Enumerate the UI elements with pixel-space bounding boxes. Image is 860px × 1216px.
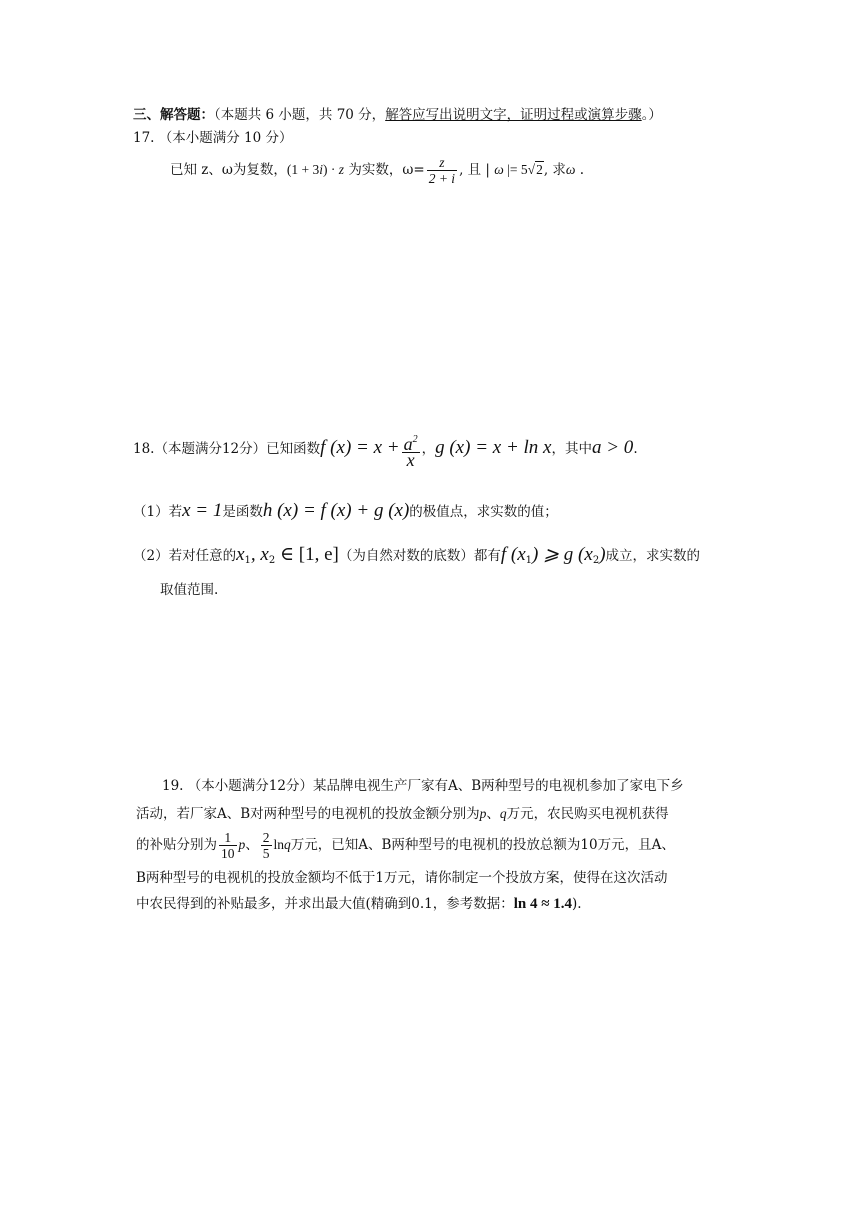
q18-fraction-denominator: x — [406, 449, 415, 470]
q19-l5a: 中农民得到的补贴最多，并求出最大值(精确到0.1，参考数据： — [136, 896, 514, 912]
section-heading-line — [133, 105, 662, 125]
q17-fraction-denominator: 2 + i — [428, 171, 456, 186]
q19-f1-var: p — [238, 837, 246, 852]
q18-p2-mid: （为自然对数的底数）都有 — [338, 548, 501, 564]
q18-p2-x2: , x — [250, 544, 269, 565]
q18-f-definition: f (x) = x + — [320, 437, 400, 458]
q17-header: 17. （本小题满分 10 分） — [133, 130, 293, 146]
q17-fraction-numerator: z — [427, 155, 457, 171]
q19-fraction-1 — [219, 830, 237, 861]
q18-statement — [133, 428, 638, 469]
section-note-underlined: 解答应写出说明文字，证明过程或演算步骤 — [385, 107, 642, 123]
q19-l3a: 的补贴分别为 — [136, 837, 217, 853]
q18-p2-end: 成立，求实数的 — [605, 548, 701, 564]
section-note-post: 。） — [641, 107, 662, 123]
q19-l2-p: p — [479, 806, 487, 821]
q19-f1-num: 1 — [219, 830, 237, 846]
q19-l5-formula: ln 4 ≈ 1.4 — [513, 896, 572, 912]
q18-p2-interval: ∈ [1, e] — [275, 544, 339, 565]
q18-p1-x: x = 1 — [182, 500, 223, 521]
q19-f2-den: 5 — [262, 846, 270, 861]
q19-l2-q: q — [499, 806, 507, 821]
q18-p2-ineq-c: ) — [599, 544, 606, 565]
q19-l2a: 活动，若厂家A、B对两种型号的电视机的投放金额分别为 — [136, 806, 480, 822]
q17-expr-1: (1 + 3 — [286, 162, 320, 177]
q17-fraction — [427, 155, 457, 186]
q19-l3b: 、 — [245, 837, 259, 853]
q18-condition: a > 0 — [591, 437, 634, 458]
q17-expr-z: z — [338, 162, 345, 177]
q17-modulus: |= 5 — [503, 162, 528, 177]
q19-f2-num: 2 — [262, 830, 270, 845]
q19-l3-q: q — [284, 837, 291, 852]
q18-p2-x1: x — [236, 544, 245, 565]
q18-p1-end: 的极值点，求实数的值； — [409, 504, 558, 520]
q17-text-2: 为实数，ω= — [344, 162, 425, 178]
q18-g-definition: g (x) = x + ln x — [435, 437, 552, 458]
q18-p1-label: （1）若 — [133, 504, 183, 520]
q18-num-base: a — [403, 433, 413, 454]
q19-l5c: ). — [572, 896, 582, 912]
section-heading: 三、解答题： — [133, 107, 214, 123]
q18-p2-sub1: 1 — [244, 555, 251, 566]
q18-p1-h: h (x) = f (x) + g (x) — [262, 500, 410, 521]
q17-end: . — [575, 162, 585, 178]
q19-l2b: 、 — [486, 806, 500, 822]
q18-part2-cont: 取值范围. — [160, 582, 219, 598]
q18-where: ，其中 — [551, 441, 592, 457]
q18-p2-ineq-b: ) ⩾ g (x — [532, 544, 593, 565]
q18-num-exp: 2 — [412, 433, 418, 445]
q18-p2-label: （2）若对任意的 — [133, 548, 237, 564]
q19-ln: ln — [273, 837, 285, 852]
q18-end: . — [633, 441, 638, 457]
q19-l2c: 万元，农民购买电视机获得 — [506, 806, 669, 822]
q19-line-5 — [136, 892, 582, 916]
q18-part1 — [133, 498, 558, 525]
q18-sep: ， — [421, 441, 436, 457]
q17-omega: ω — [494, 162, 504, 177]
q18-part2 — [133, 542, 700, 574]
q19-fraction-2 — [261, 830, 272, 861]
q18-p2-ineq-sub2: 2 — [592, 555, 600, 566]
q18-p2-ineq-a: f (x — [500, 544, 526, 565]
q19-line-1: 19. （本小题满分12分）某品牌电视生产厂家有A、B两种型号的电视机参加了家电下乡 — [162, 778, 684, 794]
q17-text-1: 已知 z、ω为复数， — [170, 162, 287, 178]
q17-sqrt-radicand: 2 — [536, 162, 543, 177]
q19-f1-den: 10 — [221, 846, 235, 861]
q19-l3c: 万元，已知A、B两种型号的电视机的投放总额为10万元，且A、 — [290, 837, 675, 853]
q18-p2-ineq-sub1: 1 — [525, 555, 533, 566]
q19-line-3 — [136, 826, 675, 864]
q17-statement — [170, 152, 584, 188]
q18-intro: 18.（本题满分12分）已知函数 — [133, 441, 321, 457]
q19-line-4: B两种型号的电视机的投放金额均不低于1万元，请你制定一个投放方案，使得在这次活动 — [136, 870, 668, 886]
q18-fraction — [402, 432, 420, 468]
section-note-pre: （本题共 6 小题，共 70 分， — [214, 107, 386, 123]
q17-text-4: , 求 — [543, 162, 566, 178]
q17-omega-2: ω — [565, 162, 576, 177]
q17-expr-dot: ) · — [323, 162, 339, 177]
q17-text-3: , 且 | — [459, 162, 495, 178]
sqrt-sign: √ — [527, 162, 536, 177]
q18-p1-text: 是函数 — [222, 504, 263, 520]
q19-line-2 — [136, 804, 669, 824]
q18-p2-sub2: 2 — [268, 555, 276, 566]
q17-expr-i: i — [319, 162, 324, 177]
